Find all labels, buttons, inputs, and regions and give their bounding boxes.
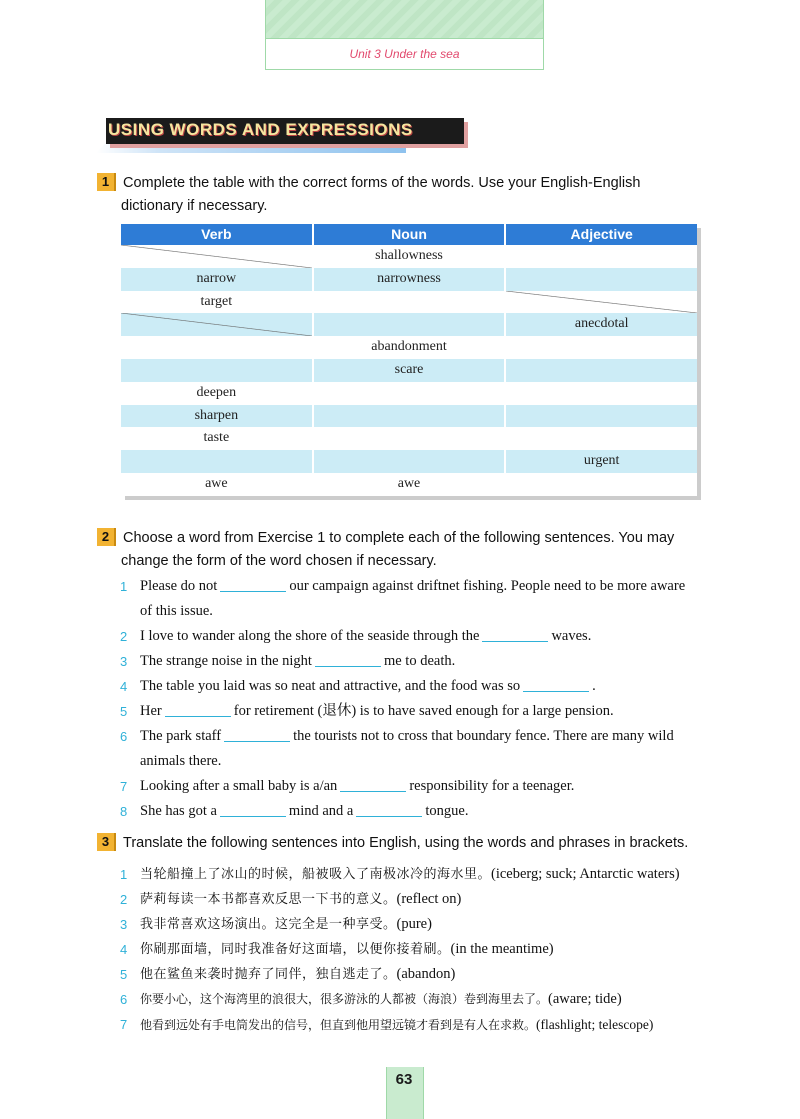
answer-blank[interactable] — [523, 677, 589, 692]
exercise-3-line1: Translate the following sentences into English, using the words and phrases in brackets. — [123, 835, 689, 851]
table-cell — [121, 336, 314, 359]
list-item — [120, 887, 730, 912]
table-row — [121, 291, 697, 314]
item-text: our campaign against driftnet fishing. People need to be more aware — [289, 578, 686, 594]
table-cell — [121, 245, 314, 268]
exercise-3-list — [120, 862, 730, 1038]
hint-words: (reflect on) — [396, 891, 462, 907]
item-number: 3 — [120, 654, 128, 669]
table-cell — [506, 268, 697, 291]
table-cell — [121, 313, 314, 336]
answer-blank[interactable] — [224, 727, 290, 742]
exercise-1-number: 1 — [97, 173, 116, 191]
table-cell — [314, 427, 507, 450]
list-item — [120, 724, 720, 774]
table-cell — [506, 405, 697, 428]
item-number: 4 — [120, 679, 128, 694]
table-cell: narrow — [121, 268, 314, 291]
item-text: tongue. — [425, 803, 469, 819]
table-cell — [314, 450, 507, 473]
table-row — [121, 313, 697, 336]
table-cell — [506, 359, 697, 382]
table-row — [121, 405, 697, 428]
table-cell: abandonment — [314, 336, 507, 359]
exercise-1-line1: Complete the table with the correct forms of the words. Use your English-English — [123, 175, 641, 191]
table-cell — [121, 359, 314, 382]
item-number: 6 — [120, 992, 128, 1007]
table-cell — [506, 336, 697, 359]
table-cell: awe — [314, 473, 507, 496]
table-cell: scare — [314, 359, 507, 382]
item-number: 2 — [120, 892, 128, 907]
exercise-2-line1: Choose a word from Exercise 1 to complete each of the following sentences. You may — [123, 530, 675, 546]
table-cell: shallowness — [314, 245, 507, 268]
exercise-3-number: 3 — [97, 833, 116, 851]
table-row — [121, 450, 697, 473]
item-text: me to death. — [383, 653, 456, 669]
table-cell: awe — [121, 473, 314, 496]
header-noun: Noun — [314, 224, 507, 245]
item-text: responsibility for a teenager. — [409, 778, 575, 794]
item-number: 1 — [120, 867, 128, 882]
item-text: waves. — [551, 628, 592, 644]
item-text: The table you laid was so neat and attractive, and the food was so — [140, 678, 521, 694]
item-number: 7 — [120, 779, 128, 794]
header-band — [266, 0, 543, 39]
section-banner — [96, 115, 466, 153]
table-row — [121, 336, 697, 359]
table-row — [121, 382, 697, 405]
exercise-2-line2: change the form of the word chosen if necessary. — [121, 553, 437, 569]
answer-blank[interactable] — [315, 652, 381, 667]
chinese-sentence: 你要小心，这个海湾里的浪很大，很多游泳的人都被（海浪）卷到海里去了。 — [140, 992, 549, 1006]
list-item — [120, 574, 720, 624]
list-item — [120, 674, 720, 699]
item-text: The strange noise in the night — [140, 653, 312, 669]
exercise-2-number: 2 — [97, 528, 116, 546]
table-cell: deepen — [121, 382, 314, 405]
hint-words: (pure) — [396, 916, 432, 932]
item-text: She has got a — [140, 803, 217, 819]
table-cell — [314, 291, 507, 314]
item-number: 7 — [120, 1017, 128, 1032]
answer-blank[interactable] — [165, 702, 231, 717]
item-number: 6 — [120, 729, 128, 744]
table-cell — [314, 313, 507, 336]
item-text: for retirement (退休) is to have saved enough for a large pension. — [233, 703, 614, 719]
list-item — [120, 699, 720, 724]
table-cell — [314, 382, 507, 405]
table-cell: sharpen — [121, 405, 314, 428]
answer-blank[interactable] — [220, 577, 286, 592]
table-row — [121, 427, 697, 450]
hint-words: (abandon) — [396, 966, 456, 982]
exercise-1-line2: dictionary if necessary. — [121, 198, 268, 214]
item-text: Please do not — [140, 578, 218, 594]
table-row — [121, 359, 697, 382]
item-text: mind and a — [288, 803, 354, 819]
list-item — [120, 962, 730, 987]
exercise-3-instruction — [97, 832, 727, 855]
table-cell: anecdotal — [574, 316, 629, 332]
table-cell — [121, 450, 314, 473]
answer-blank[interactable] — [340, 777, 406, 792]
item-text: I love to wander along the shore of the seaside through the — [140, 628, 480, 644]
hint-words: (in the meantime) — [450, 941, 554, 957]
table-row — [121, 473, 697, 496]
item-text: . — [592, 678, 596, 694]
item-text: Looking after a small baby is a/an — [140, 778, 338, 794]
header-adjective: Adjective — [570, 226, 633, 242]
item-number: 5 — [120, 967, 128, 982]
item-number: 8 — [120, 804, 128, 819]
unit-header-tab — [265, 0, 544, 70]
answer-blank[interactable] — [220, 802, 286, 817]
exercise-2-list — [120, 574, 720, 824]
table-cell: taste — [121, 427, 314, 450]
chinese-sentence: 我非常喜欢这场演出。这完全是一种享受。 — [140, 917, 397, 932]
item-text: The park staff — [140, 728, 222, 744]
chinese-sentence: 他在鲨鱼来袭时抛弃了同伴，独自逃走了。 — [140, 967, 397, 982]
list-item — [120, 799, 720, 824]
item-number: 3 — [120, 917, 128, 932]
section-title: USING WORDS AND EXPRESSIONS — [108, 120, 413, 139]
table-cell — [506, 473, 697, 496]
item-number: 5 — [120, 704, 128, 719]
hint-words: (aware; tide) — [548, 991, 622, 1007]
chinese-sentence: 萨莉每读一本书都喜欢反思一下书的意义。 — [140, 892, 397, 907]
list-item — [120, 912, 730, 937]
header-verb: Verb — [121, 224, 314, 245]
exercise-2-instruction — [97, 527, 727, 573]
list-item — [120, 1012, 730, 1038]
table-cell — [314, 405, 507, 428]
item-text: of this issue. — [140, 603, 213, 619]
table-header-row — [121, 224, 697, 245]
list-item — [120, 624, 720, 649]
answer-blank[interactable] — [356, 802, 422, 817]
table-cell: narrowness — [314, 268, 507, 291]
table-cell — [506, 427, 697, 450]
unit-label: Unit 3 Under the sea — [349, 47, 460, 61]
list-item — [120, 987, 730, 1012]
list-item — [120, 649, 720, 674]
table-cell: urgent — [583, 453, 620, 469]
item-number: 1 — [120, 579, 128, 594]
item-number: 2 — [120, 629, 128, 644]
list-item — [120, 862, 730, 887]
chinese-sentence: 当轮船撞上了冰山的时候，船被吸入了南极冰冷的海水里。 — [140, 867, 492, 882]
page-number: 63 — [395, 1071, 413, 1088]
item-text: animals there. — [140, 753, 222, 769]
list-item — [120, 937, 730, 962]
table-row — [121, 245, 697, 268]
hint-words: (iceberg; suck; Antarctic waters) — [491, 866, 680, 882]
table-cell — [506, 291, 697, 314]
table-cell — [506, 382, 697, 405]
exercise-1-instruction — [97, 172, 727, 218]
table-row — [121, 268, 697, 291]
table-cell: target — [121, 291, 314, 314]
item-number: 4 — [120, 942, 128, 957]
hint-words: (flashlight; telescope) — [536, 1017, 654, 1032]
chinese-sentence: 他看到远处有手电筒发出的信号，但直到他用望远镜才看到是有人在求救。 — [140, 1018, 537, 1032]
answer-blank[interactable] — [482, 627, 548, 642]
list-item — [120, 774, 720, 799]
word-forms-table — [121, 224, 697, 496]
table-cell — [506, 245, 697, 268]
item-text: Her — [140, 703, 162, 719]
item-text: the tourists not to cross that boundary fence. There are many wild — [293, 728, 674, 744]
chinese-sentence: 你刷那面墙，同时我准备好这面墙，以便你接着刷。 — [140, 942, 451, 957]
